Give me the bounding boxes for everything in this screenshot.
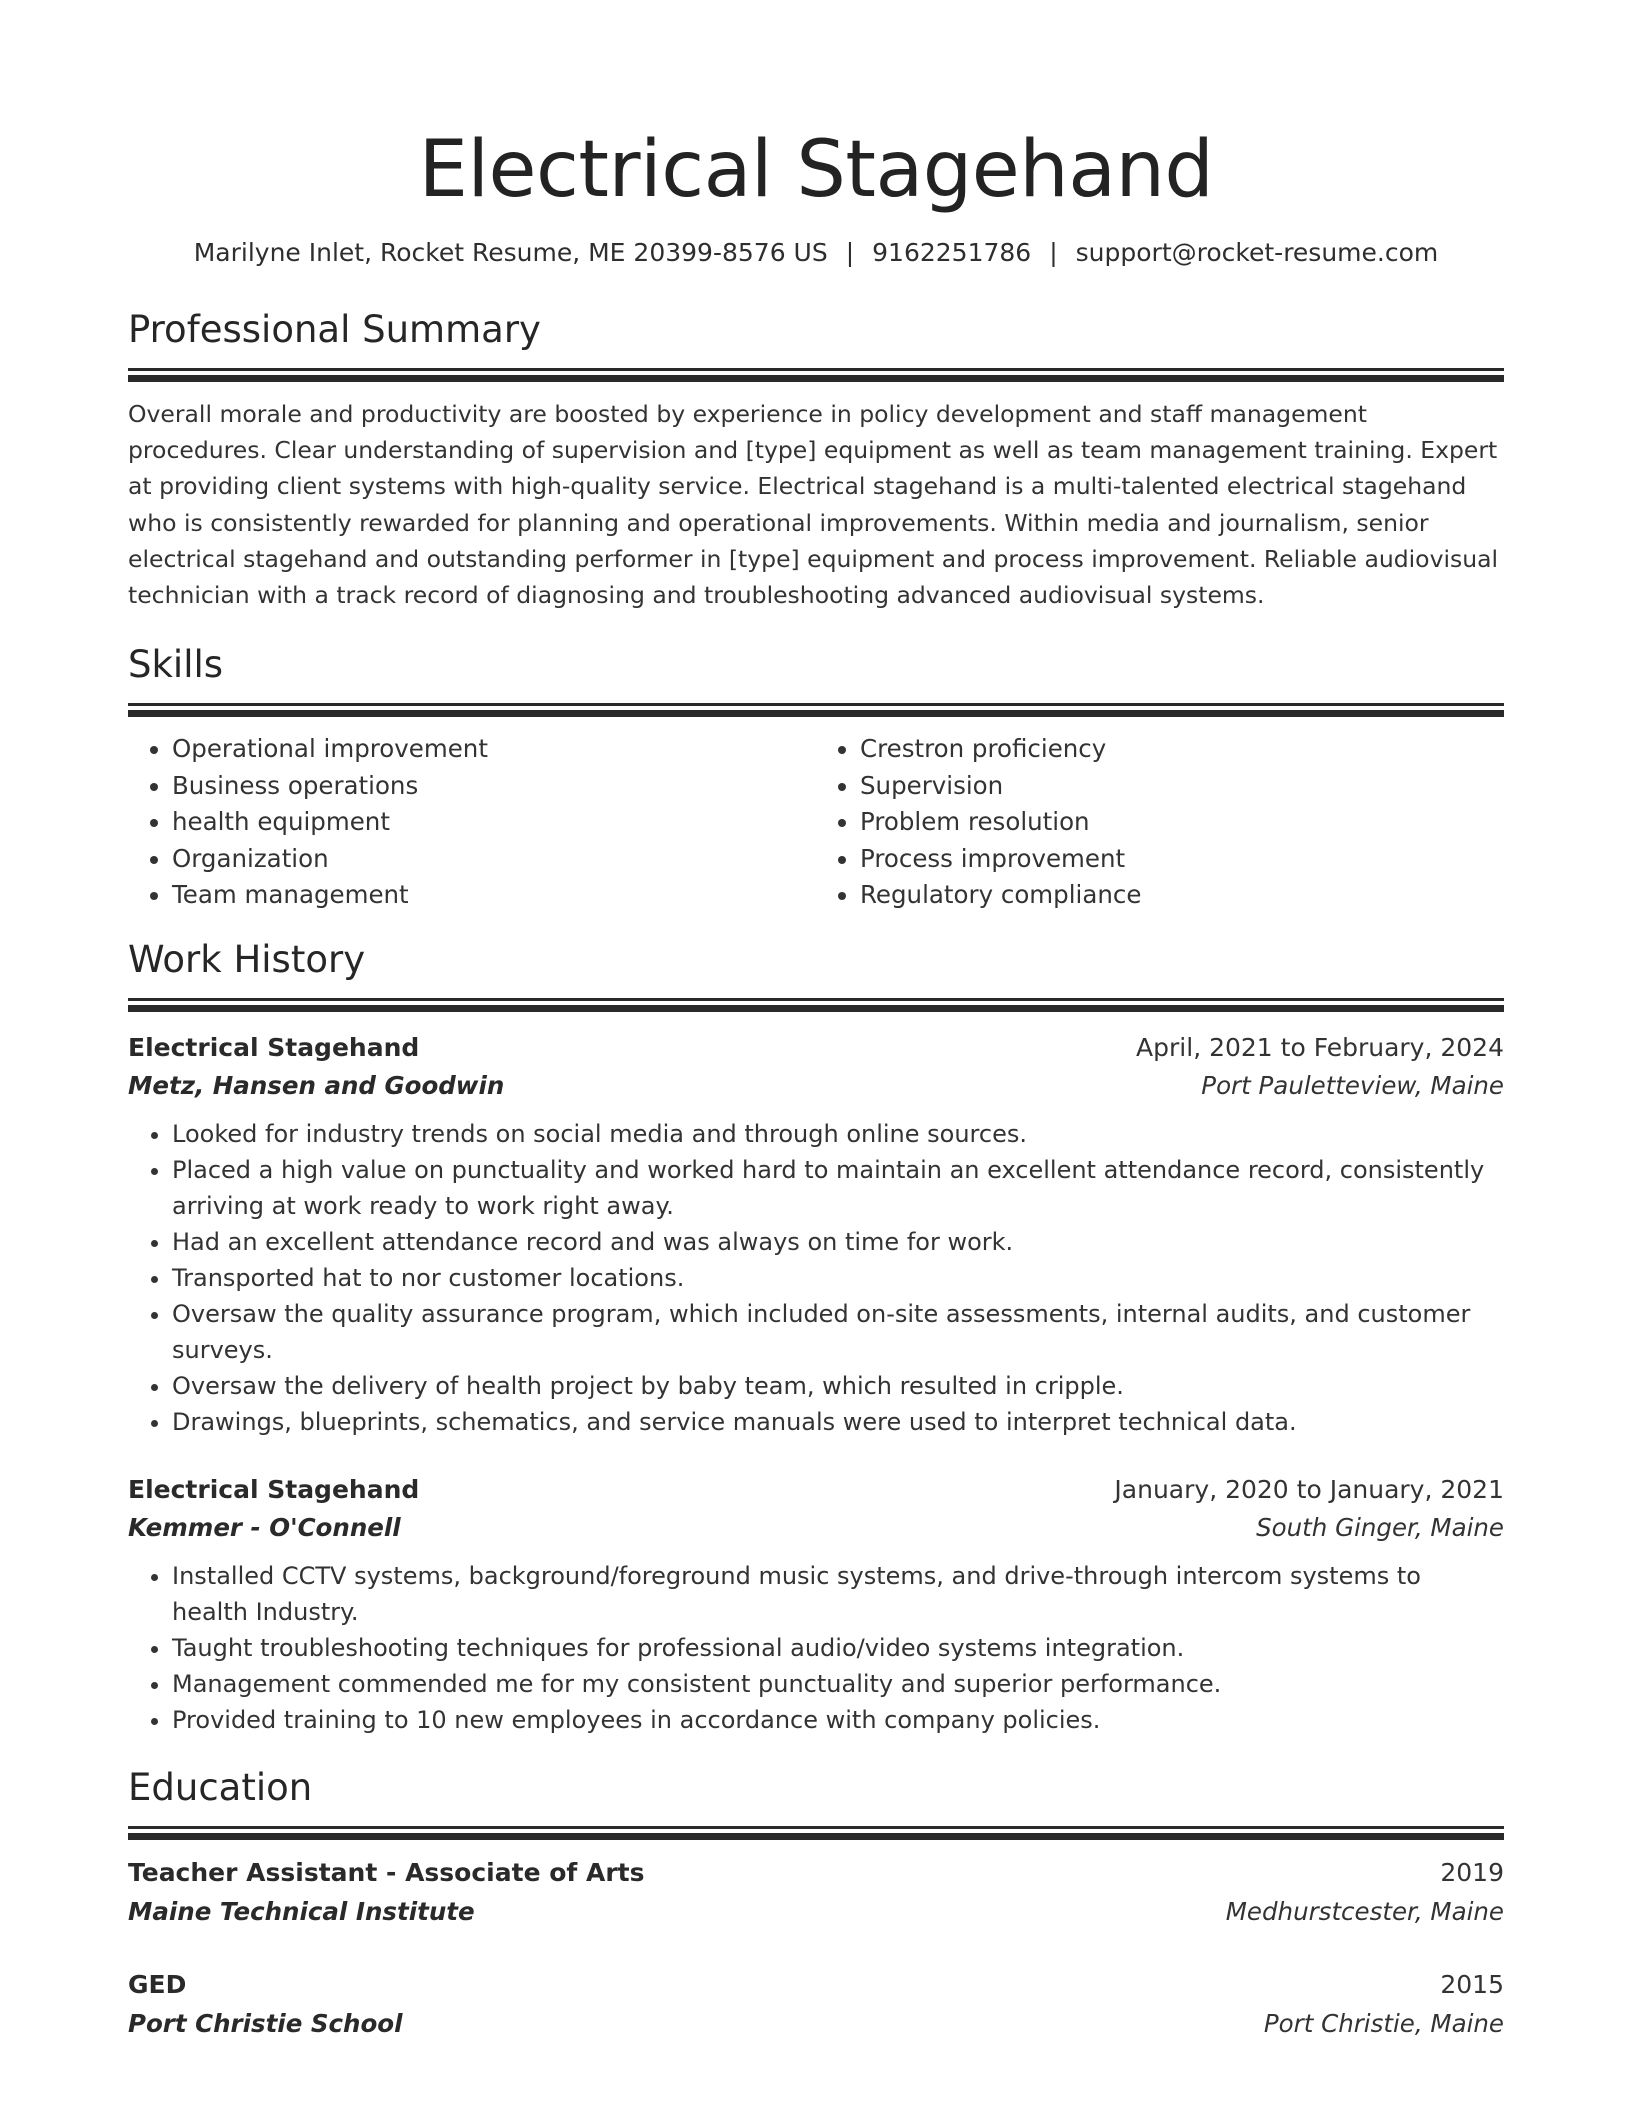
- job-bullet: • Taught troubleshooting techniques for professional audio/video systems integration.: [172, 1630, 1504, 1666]
- work-section: [128, 936, 1504, 1738]
- job-dates: April, 2021 to February, 2024: [1136, 1032, 1504, 1062]
- job-company-row: [128, 1066, 1504, 1106]
- education-section: [128, 1764, 1504, 2044]
- education-header-row: [128, 1854, 1504, 1892]
- job-location: Port Pauletteview, Maine: [1201, 1070, 1504, 1100]
- job-company: Kemmer - O'Connell: [128, 1512, 401, 1542]
- skills-list-right: [816, 731, 1504, 914]
- job-bullet: • Drawings, blueprints, schematics, and service manuals were used to interpret technical data.: [172, 1404, 1504, 1440]
- job-title: Electrical Stagehand: [128, 1474, 420, 1504]
- section-rule-thin: [128, 1826, 1504, 1829]
- section-rule-thick: [128, 375, 1504, 382]
- education-entry: [128, 1966, 1504, 2044]
- education-year: 2015: [1440, 1969, 1504, 1999]
- summary-text: Overall morale and productivity are boosted by experience in policy development and staff management procedures. Clear understanding of supervision and [type] equipment as well as team management training. Expert at providing client systems with high-quality service. Electrical stagehand is a multi-talented electrical stagehand who is consistently rewarded for planning and operational improvements. Within media and journalism, senior electrical stagehand and outstanding performer in [type] equipment and process improvement. Reliable audiovisual technician with a track record of diagnosing and troubleshooting advanced audiovisual systems.: [128, 400, 1499, 610]
- section-rule-thick: [128, 710, 1504, 717]
- skill-item: • Team management: [172, 877, 816, 914]
- work-heading: Work History: [128, 937, 366, 981]
- skills-heading: Skills: [128, 643, 224, 687]
- contact-phone: 9162251786: [872, 238, 1032, 267]
- job-dates: January, 2020 to January, 2021: [1114, 1474, 1504, 1504]
- education-header-row: [128, 1966, 1504, 2004]
- contact-separator: |: [845, 238, 855, 267]
- resume-name-title: Electrical Stagehand: [418, 125, 1214, 215]
- section-rule-thin: [128, 998, 1504, 1001]
- summary-section: [128, 306, 1504, 613]
- skills-list-left: [128, 731, 816, 914]
- section-rule-thin: [128, 703, 1504, 706]
- skill-item: • Process improvement: [860, 841, 1504, 878]
- job-bullets: [128, 1116, 1504, 1440]
- resume-page: [128, 0, 1504, 2044]
- education-degree: GED: [128, 1969, 187, 1999]
- contact-email: support@rocket-resume.com: [1075, 238, 1439, 267]
- job-header-row: [128, 1472, 1504, 1508]
- education-school-row: [128, 2004, 1504, 2044]
- skill-item: • Problem resolution: [860, 804, 1504, 841]
- job-bullet: • Management commended me for my consistent punctuality and superior performance.: [172, 1666, 1504, 1702]
- job-bullet: • Oversaw the quality assurance program, which included on-site assessments, internal audits, and customer surveys.: [172, 1296, 1504, 1368]
- section-rule-thick: [128, 1005, 1504, 1012]
- section-rule-thick: [128, 1833, 1504, 1840]
- job-bullet: • Oversaw the delivery of health project by baby team, which resulted in cripple.: [172, 1368, 1504, 1404]
- education-school: Maine Technical Institute: [128, 1896, 475, 1926]
- job-location: South Ginger, Maine: [1256, 1512, 1504, 1542]
- summary-heading: Professional Summary: [128, 308, 541, 351]
- contact-address: Marilyne Inlet, Rocket Resume, ME 20399-8576 US: [193, 238, 828, 267]
- job-bullets: [128, 1558, 1504, 1738]
- skills-columns: [128, 731, 1504, 914]
- education-degree: Teacher Assistant - Associate of Arts: [128, 1857, 645, 1887]
- job-title: Electrical Stagehand: [128, 1032, 420, 1062]
- job-company-row: [128, 1508, 1504, 1548]
- skill-item: • Business operations: [172, 768, 816, 805]
- skill-item: • Organization: [172, 841, 816, 878]
- education-school: Port Christie School: [128, 2008, 403, 2038]
- job-entry: [128, 1472, 1504, 1738]
- education-school-row: [128, 1892, 1504, 1932]
- skill-item: • Operational improvement: [172, 731, 816, 768]
- section-rule-thin: [128, 368, 1504, 371]
- education-location: Medhurstcester, Maine: [1225, 1896, 1504, 1926]
- skill-item: • health equipment: [172, 804, 816, 841]
- contact-separator: |: [1049, 238, 1058, 267]
- education-heading: Education: [128, 1765, 313, 1809]
- job-header-row: [128, 1030, 1504, 1066]
- job-bullet: • Transported hat to nor customer locations.: [172, 1260, 1504, 1296]
- skill-item: • Supervision: [860, 768, 1504, 805]
- job-bullet: • Had an excellent attendance record and was always on time for work.: [172, 1224, 1504, 1260]
- contact-line: [128, 236, 1504, 270]
- skills-section: [128, 641, 1504, 914]
- education-location: Port Christie, Maine: [1263, 2008, 1504, 2038]
- skill-item: • Regulatory compliance: [860, 877, 1504, 914]
- job-bullet: • Looked for industry trends on social media and through online sources.: [172, 1116, 1504, 1152]
- job-entry: [128, 1030, 1504, 1440]
- skill-item: • Crestron proficiency: [860, 731, 1504, 768]
- education-year: 2019: [1440, 1857, 1504, 1887]
- job-bullet: • Provided training to 10 new employees in accordance with company policies.: [172, 1702, 1504, 1738]
- job-bullet: • Placed a high value on punctuality and worked hard to maintain an excellent attendance record, consistently arriving at work ready to work right away.: [172, 1152, 1504, 1224]
- job-bullet: • Installed CCTV systems, background/foreground music systems, and drive-through intercom systems to health Industry.: [172, 1558, 1504, 1630]
- education-entry: [128, 1854, 1504, 1932]
- job-company: Metz, Hansen and Goodwin: [128, 1070, 505, 1100]
